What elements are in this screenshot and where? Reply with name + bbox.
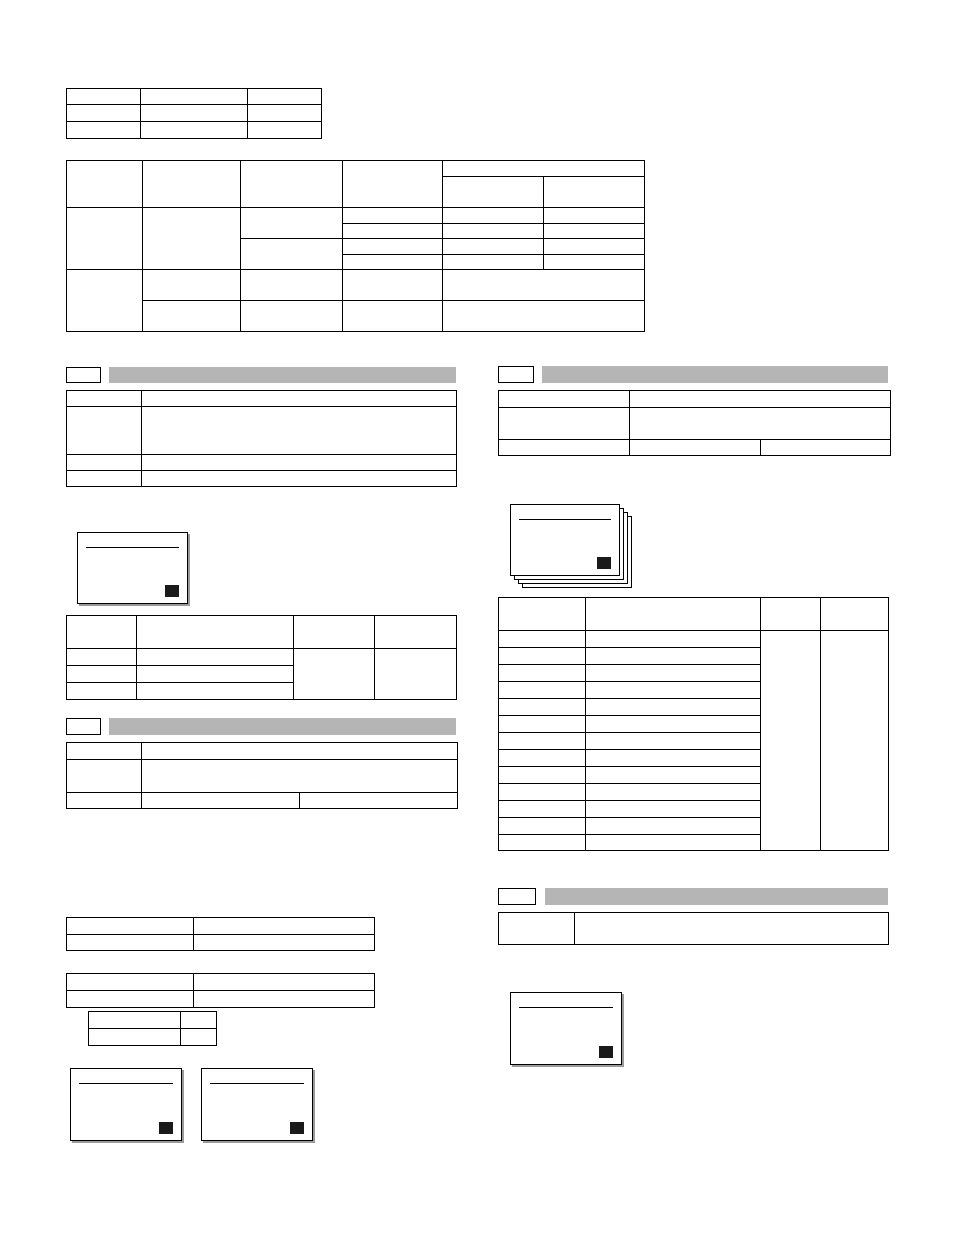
table-cell [181, 1012, 217, 1029]
header-cell [761, 598, 821, 631]
table-cell [248, 89, 322, 105]
header-cell [67, 616, 137, 649]
table-cell [194, 974, 375, 991]
table-cell [499, 716, 586, 733]
table-cell [630, 391, 891, 408]
table-cell [67, 391, 142, 407]
sheet-marker [597, 557, 611, 569]
table-cell [761, 440, 891, 456]
table-cell [141, 122, 248, 139]
table-cell [343, 224, 443, 239]
section-number-box [498, 366, 534, 383]
header-cell [821, 598, 889, 631]
table-cell [443, 255, 544, 270]
table-cell [67, 89, 141, 105]
settings-table [66, 917, 375, 951]
table-cell [67, 471, 142, 487]
table-cell [499, 767, 586, 784]
definition-table [498, 912, 889, 945]
table-cell [142, 455, 457, 471]
table-cell [67, 974, 194, 991]
table-cell [142, 391, 457, 407]
section-header-bar [109, 367, 456, 383]
table-cell [499, 913, 575, 945]
table-cell [300, 793, 458, 809]
table-cell [630, 408, 891, 440]
table-cell [586, 665, 761, 682]
table-cell [499, 408, 630, 440]
table-cell [586, 818, 761, 835]
table-cell [443, 270, 645, 301]
section-number-box [66, 367, 101, 383]
sample-sheet-thumbnail [510, 992, 622, 1065]
table-cell [142, 407, 457, 455]
table-cell [194, 918, 375, 935]
table-cell [586, 767, 761, 784]
table-cell [67, 407, 142, 455]
table-cell [89, 1012, 181, 1029]
table-cell [137, 666, 294, 683]
table-cell [499, 682, 586, 699]
table-cell [141, 89, 248, 105]
pattern-table [498, 597, 889, 851]
table-cell [142, 760, 458, 793]
table-cell [137, 649, 294, 666]
table-cell [575, 913, 889, 945]
table-cell [241, 239, 343, 270]
table-cell [499, 648, 586, 665]
table-cell [443, 239, 544, 255]
table-cell [67, 208, 143, 270]
table-cell [67, 105, 141, 122]
table-cell [241, 301, 343, 332]
table-cell [499, 750, 586, 767]
table-cell [67, 649, 137, 666]
table-cell [142, 793, 300, 809]
table-cell [67, 666, 137, 683]
table-cell [143, 208, 241, 270]
sheet-line [519, 519, 611, 520]
header-cell [67, 161, 143, 208]
section-header-bar [109, 718, 456, 735]
table-cell [821, 631, 889, 851]
table-cell [248, 122, 322, 139]
table-cell [499, 835, 586, 851]
table-cell [343, 239, 443, 255]
table-cell [544, 224, 645, 239]
table-cell [544, 239, 645, 255]
table-cell [586, 835, 761, 851]
table-cell [67, 991, 194, 1008]
table-cell [586, 733, 761, 750]
table-cell [241, 270, 343, 301]
header-cell [375, 616, 457, 649]
table-cell [499, 665, 586, 682]
table-cell [343, 255, 443, 270]
table-cell [194, 991, 375, 1008]
table-cell [343, 270, 443, 301]
section-number-box [498, 888, 536, 905]
sheet-marker [159, 1122, 173, 1134]
table-b [66, 160, 645, 332]
table-a [66, 88, 322, 139]
table-cell [67, 270, 143, 332]
table-cell [586, 716, 761, 733]
table-cell [67, 455, 142, 471]
sheet-line [86, 547, 179, 548]
header-cell [443, 177, 544, 208]
header-cell [443, 161, 645, 177]
header-cell [241, 161, 343, 208]
section-header-bar [545, 888, 888, 905]
table-cell [499, 784, 586, 801]
table-cell [67, 935, 194, 951]
table-cell [141, 105, 248, 122]
table-cell [443, 301, 645, 332]
table-cell [544, 208, 645, 224]
table-cell [586, 648, 761, 665]
table-cell [499, 733, 586, 750]
sheet-marker [599, 1046, 613, 1058]
small-table [88, 1011, 217, 1046]
table-cell [586, 682, 761, 699]
table-cell [194, 935, 375, 951]
sheet-line [210, 1083, 304, 1084]
table-cell [294, 649, 375, 700]
table-cell [143, 301, 241, 332]
table-cell [544, 255, 645, 270]
definition-table [66, 390, 457, 487]
sheet-marker [290, 1122, 304, 1134]
definition-table [66, 742, 458, 809]
table-cell [499, 801, 586, 818]
table-cell [181, 1029, 217, 1046]
table-cell [630, 440, 761, 456]
sheet-marker [165, 585, 179, 597]
sample-sheet-thumbnail [510, 504, 620, 576]
header-cell [499, 598, 586, 631]
definition-table [498, 390, 891, 456]
table-cell [499, 440, 630, 456]
table-cell [248, 105, 322, 122]
header-cell [143, 161, 241, 208]
settings-table [66, 973, 375, 1008]
table-cell [67, 793, 142, 809]
table-cell [142, 471, 457, 487]
header-cell [544, 177, 645, 208]
table-cell [586, 750, 761, 767]
sample-sheet-thumbnail [77, 532, 188, 604]
table-cell [67, 760, 142, 793]
sample-sheet-thumbnail [70, 1068, 182, 1141]
section-number-box [66, 718, 101, 735]
header-cell [343, 161, 443, 208]
table-cell [375, 649, 457, 700]
section-header-bar [542, 366, 888, 383]
table-cell [443, 224, 544, 239]
table-cell [499, 631, 586, 648]
table-cell [443, 208, 544, 224]
table-cell [137, 683, 294, 700]
table-cell [586, 631, 761, 648]
header-cell [294, 616, 375, 649]
table-cell [67, 743, 142, 760]
table-cell [343, 208, 443, 224]
header-cell [137, 616, 294, 649]
table-cell [499, 699, 586, 716]
sample-sheet-thumbnail [201, 1068, 313, 1141]
table-cell [143, 270, 241, 301]
table-cell [586, 801, 761, 818]
table-cell [67, 683, 137, 700]
table-cell [89, 1029, 181, 1046]
table-cell [142, 743, 458, 760]
sheet-line [519, 1007, 613, 1008]
header-cell [586, 598, 761, 631]
table-cell [586, 784, 761, 801]
table-cell [499, 391, 630, 408]
sheet-line [79, 1083, 173, 1084]
table-cell [499, 818, 586, 835]
table-cell [761, 631, 821, 851]
pattern-table [66, 615, 457, 700]
table-cell [343, 301, 443, 332]
table-cell [586, 699, 761, 716]
table-cell [241, 208, 343, 239]
table-cell [67, 918, 194, 935]
table-cell [67, 122, 141, 139]
